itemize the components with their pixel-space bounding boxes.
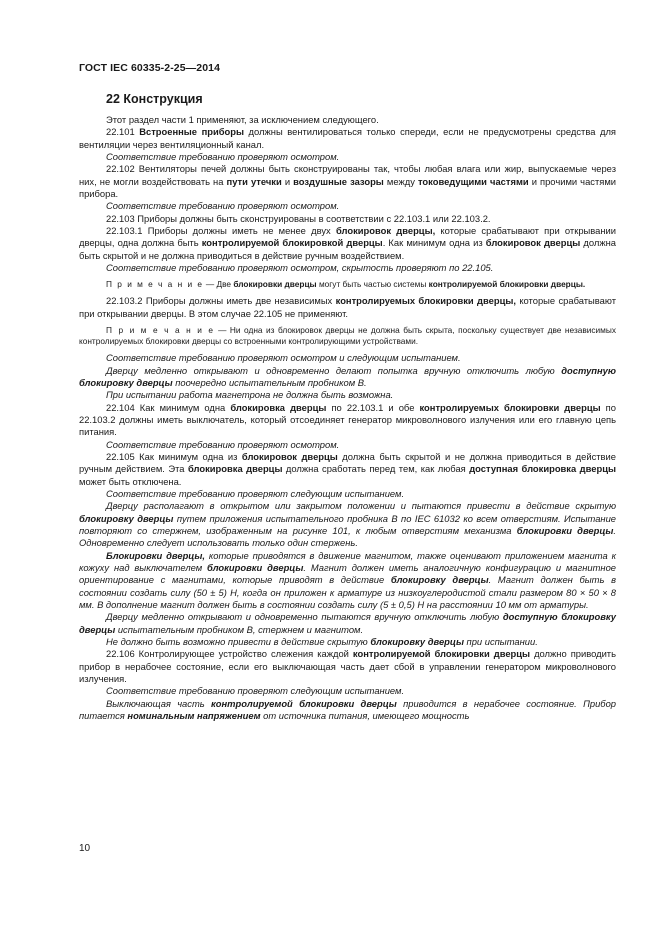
text-run: Дверцу медленно открывают и одновременно делают попытка вручную отключить любую: [106, 364, 562, 376]
defined-term: блокировок дверцы,: [335, 225, 436, 237]
text-run: 22.101: [106, 126, 140, 138]
defined-term: токоведущими частями: [417, 175, 529, 187]
defined-term: контролируемой блокировки дверцы: [352, 648, 531, 660]
text-run: 22.103 Приборы должны быть сконструированы в соответствии с 22.103.1 или 22.103.2.: [106, 212, 491, 224]
body-paragraph: [79, 365, 616, 390]
body-paragraph: [79, 151, 616, 163]
body-paragraph: [79, 295, 616, 320]
defined-term: блокировок дверцы: [485, 237, 581, 249]
document-code-header: ГОСТ IEC 60335-2-25—2014: [79, 62, 221, 74]
defined-term: блокировок дверцы: [241, 450, 338, 462]
text-run: может быть отключена.: [79, 475, 182, 487]
body-paragraph: [79, 213, 616, 225]
text-run: Соответствие требованию проверяют осмотром.: [106, 151, 340, 163]
defined-term: блокировку дверцы: [390, 574, 489, 586]
text-run: при испытании.: [463, 636, 538, 648]
defined-term: доступную блокировку дверцы: [79, 364, 616, 388]
body-paragraph: [79, 488, 616, 500]
text-run: 22.105 Как минимум одна из: [106, 450, 242, 462]
text-run: Соответствие требованию проверяют осмотром.: [106, 438, 340, 450]
text-run: которые срабатывают при открывании дверцы, одна должна быть: [79, 225, 617, 249]
body-paragraph: [79, 126, 616, 151]
note-label: П р и м е ч а н и е: [106, 325, 215, 336]
text-run: 22.106 Контролирующее устройство слежения каждой: [106, 648, 353, 660]
text-run: . Магнит должен быть в состоянии создать силу (50 ± 5) Н, когда он приложен к арматуре из низкоуглеродистой стали размером 80 × 50 × 8 мм. В дополнение магнит должен быть в состоянии создать силу (5 ± 0,5) Н на расстоянии 10 мм от арматуры.: [79, 574, 616, 611]
note-label: П р и м е ч а н и е: [106, 279, 204, 290]
text-run: Дверцу медленно открывают и одновременно пытаются вручную отключить любую: [106, 611, 503, 623]
body-paragraph: [79, 114, 616, 126]
text-run: должна сработать перед тем, как любая: [282, 463, 470, 475]
text-run: — Две: [203, 279, 234, 290]
text-run: Соответствие требованию проверяют следующим испытанием.: [106, 487, 405, 499]
text-run: 22.103.2 Приборы должны иметь две независимых: [106, 295, 336, 307]
body-paragraph: [79, 439, 616, 451]
text-run: 22.104 Как минимум одна: [106, 401, 231, 413]
text-run: При испытании работа магнетрона не должна быть возможна.: [106, 389, 394, 401]
body-paragraph: [79, 611, 616, 636]
text-run: — Ни одна из блокировок дверцы не должна быть скрыта, поскольку существует две независимых контролируемых блокировки дверцы со встроенными контролирующими устройствами.: [79, 325, 617, 347]
body-paragraph: [79, 550, 616, 612]
text-run: от источника питания, имеющего мощность: [260, 710, 470, 722]
defined-term: контролируемых блокировки дверцы: [419, 401, 601, 413]
defined-term: блокировки дверцы: [233, 279, 317, 290]
text-run: Выключающая часть: [106, 697, 211, 709]
text-run: путем приложения испытательного пробника В по IEC 61032 ко всем отверстиям. Испытание повторяют со стержнем, изображенным на рисунке 101, к любым отверстиям механизма: [79, 512, 616, 536]
defined-term: номинальным напряжением: [127, 710, 261, 722]
defined-term: блокировки дверцы: [207, 562, 304, 573]
body-paragraph: [79, 352, 616, 364]
defined-term: блокировка дверцы: [187, 463, 283, 475]
body-paragraph: [79, 200, 616, 212]
text-run: Не должно быть возможно привести в действие скрытую: [106, 636, 371, 648]
defined-term: блокировка дверцы: [230, 401, 327, 413]
text-run: должна быть скрытой и не должна приводиться в действие ручным воздействием.: [79, 237, 617, 261]
defined-term: блокировку дверцы: [370, 636, 464, 648]
text-run: между: [383, 175, 418, 187]
text-run: могут быть частью системы: [316, 279, 429, 290]
text-run: Соответствие требованию проверяют следующим испытанием.: [106, 685, 405, 697]
text-run: должны вентилироваться только спереди, если не предусмотрены средства для вентиляции через вентиляционный канал.: [79, 126, 616, 150]
text-run: . Одновременно следует использовать только один стержень.: [79, 524, 616, 549]
body-paragraph: [79, 225, 616, 262]
body-paragraph: [79, 389, 616, 401]
text-run: Дверцу располагают в открытом или закрытом положении и пытаются привести в действие скрытую: [106, 500, 616, 512]
text-run: Соответствие требованию проверяют осмотром, скрытость проверяют по 22.105.: [106, 262, 494, 274]
defined-term: контролируемой блокировки дверцы.: [428, 279, 586, 290]
body-paragraph: [79, 648, 616, 685]
body-paragraph: [79, 698, 616, 723]
defined-term: контролируемых блокировки дверцы,: [335, 295, 516, 307]
document-body: [79, 114, 616, 722]
defined-term: Встроенные приборы: [139, 126, 244, 138]
defined-term: воздушные зазоры: [293, 175, 384, 187]
text-run: 22.102 Вентиляторы печей должны быть сконструированы так, чтобы любая влага или жир, выпускаемые через них, не могли воздействовать на: [79, 163, 616, 187]
body-paragraph: [79, 636, 616, 648]
defined-term: Блокировки дверцы,: [106, 549, 205, 561]
text-run: . Магнит должен иметь аналогичную конфигурацию и магнитное ориентирование с магнитами, которые приводят в действие: [79, 562, 616, 586]
note-paragraph: [79, 279, 616, 290]
defined-term: блокировки дверцы: [516, 524, 614, 536]
text-run: Соответствие требованию проверяют осмотром и следующим испытанием.: [106, 352, 461, 364]
body-paragraph: [79, 451, 616, 488]
text-run: по 22.103.2 должны иметь выключатель, который отсоединяет генератор микроволнового излучения или его главную цепь питания.: [79, 401, 616, 438]
section-title: 22 Конструкция: [106, 92, 203, 106]
body-paragraph: [79, 500, 616, 549]
text-run: которые срабатывают при открывании дверцы. В этом случае 22.105 не применяют.: [79, 295, 616, 319]
defined-term: блокировку дверцы: [79, 512, 174, 524]
text-run: которые приводятся в движение магнитом, также оценивают приложением магнита к кожуху над выключателем: [79, 549, 616, 573]
text-run: 22.103.1 Приборы должны иметь не менее двух: [106, 225, 336, 237]
defined-term: доступную блокировку дверцы: [79, 611, 616, 635]
text-run: и: [281, 175, 294, 187]
defined-term: доступная блокировка дверцы: [469, 463, 616, 475]
text-run: . Как минимум одна из: [382, 237, 486, 249]
body-paragraph: [79, 402, 616, 439]
note-paragraph: [79, 325, 616, 347]
text-run: должно приводить прибор в нерабочее состояние, если его выключающая часть дает сбой в управлении генератором микроволнового излучения.: [79, 648, 616, 685]
text-run: по 22.103.1 и обе: [326, 401, 420, 413]
text-run: должна быть скрытой и не должна приводиться в действие ручным действием. Эта: [79, 450, 616, 475]
body-paragraph: [79, 685, 616, 697]
text-run: испытательным пробником В, стержнем и магнитом.: [115, 623, 364, 635]
defined-term: пути утечки: [226, 175, 282, 187]
body-paragraph: [79, 262, 616, 274]
defined-term: контролируемой блокировкой дверцы: [201, 237, 383, 249]
defined-term: контролируемой блокировки дверцы: [211, 697, 397, 709]
text-run: и прочими частями прибора.: [79, 175, 617, 200]
text-run: Этот раздел части 1 применяют, за исключением следующего.: [106, 114, 379, 125]
text-run: поочередно испытательным пробником В.: [172, 376, 367, 388]
text-run: приводится в нерабочее состояние. Прибор питается: [79, 697, 616, 722]
body-paragraph: [79, 163, 616, 200]
page-number: 10: [79, 843, 91, 854]
text-run: Соответствие требованию проверяют осмотром.: [106, 200, 340, 212]
